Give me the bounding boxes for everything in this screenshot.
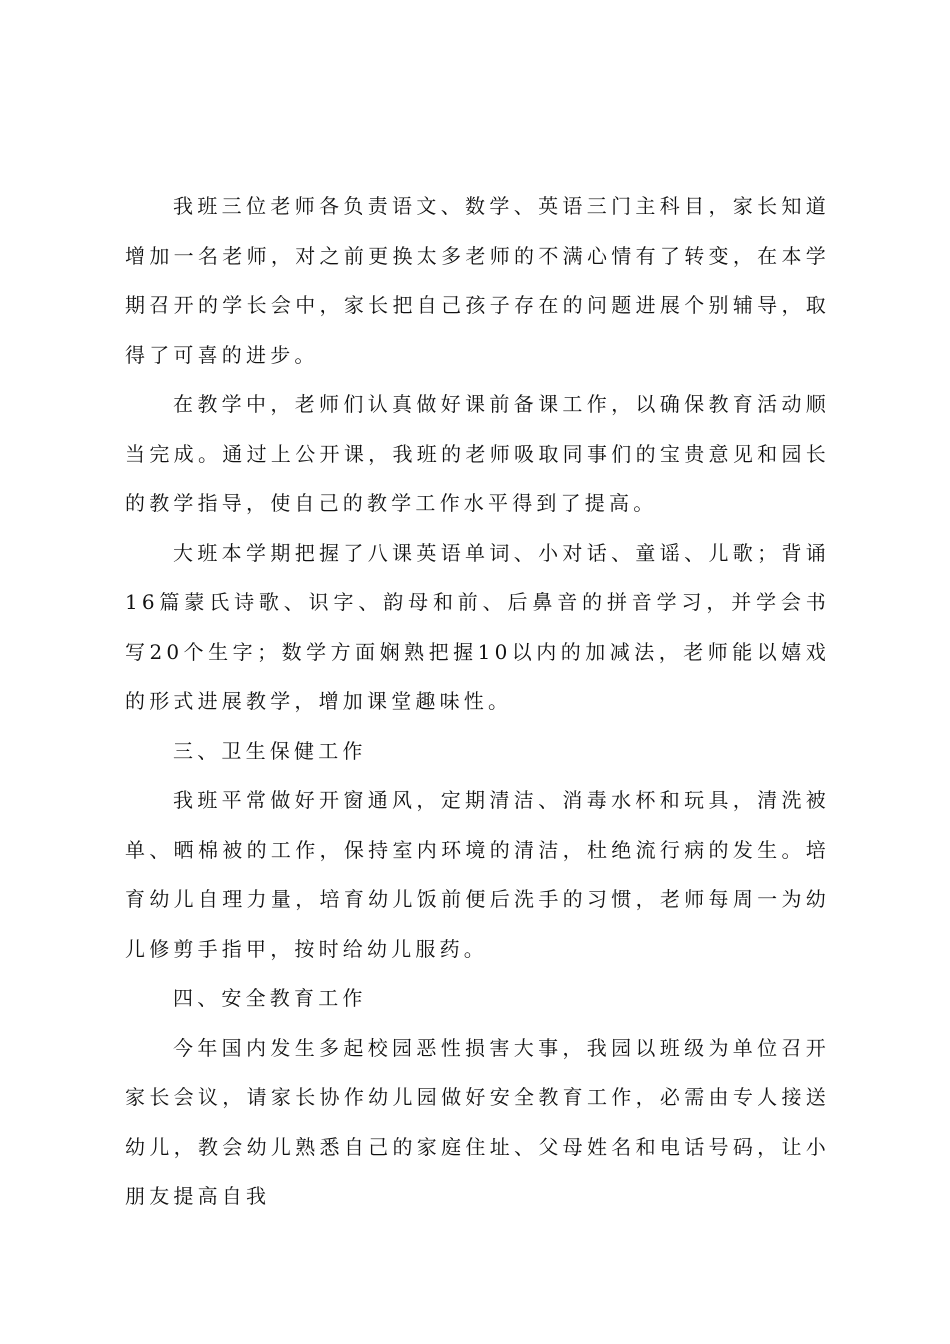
paragraph-teaching-preparation: 在教学中，老师们认真做好课前备课工作，以确保教育活动顺当完成。通过上公开课，我班的老师吸取同事们的宝贵意见和园长的教学指导，使自己的教学工作水平得到了提高。 [125,392,830,515]
section-heading-safety: 四、安全教育工作 [173,986,367,1010]
paragraph-safety-education: 今年国内发生多起校园恶性损害大事，我园以班级为单位召开家长会议，请家长协作幼儿园做好安全教育工作，必需由专人接送幼儿，教会幼儿熟悉自己的家庭住址、父母姓名和电话号码，让小朋友提高自我 [125,1035,830,1208]
paragraph-semester-learning: 大班本学期把握了八课英语单词、小对话、童谣、儿歌；背诵16篇蒙氏诗歌、识字、韵母和前、后鼻音的拼音学习，并学会书写20个生字；数学方面娴熟把握10以内的加减法，老师能以嬉戏的形式进展教学，增加课堂趣味性。 [125,540,830,713]
paragraph-health-care: 我班平常做好开窗通风，定期清洁、消毒水杯和玩具，清洗被单、晒棉被的工作，保持室内环境的清洁，杜绝流行病的发生。培育幼儿自理力量，培育幼儿饭前便后洗手的习惯，老师每周一为幼儿修剪手指甲，按时给幼儿服药。 [125,788,830,961]
paragraph-teachers-subjects: 我班三位老师各负责语文、数学、英语三门主科目，家长知道增加一名老师，对之前更换太多老师的不满心情有了转变，在本学期召开的学长会中，家长把自己孩子存在的问题进展个别辅导，取得了可喜的进步。 [125,194,830,367]
document-body [125,182,830,1222]
section-heading-health: 三、卫生保健工作 [173,738,367,763]
